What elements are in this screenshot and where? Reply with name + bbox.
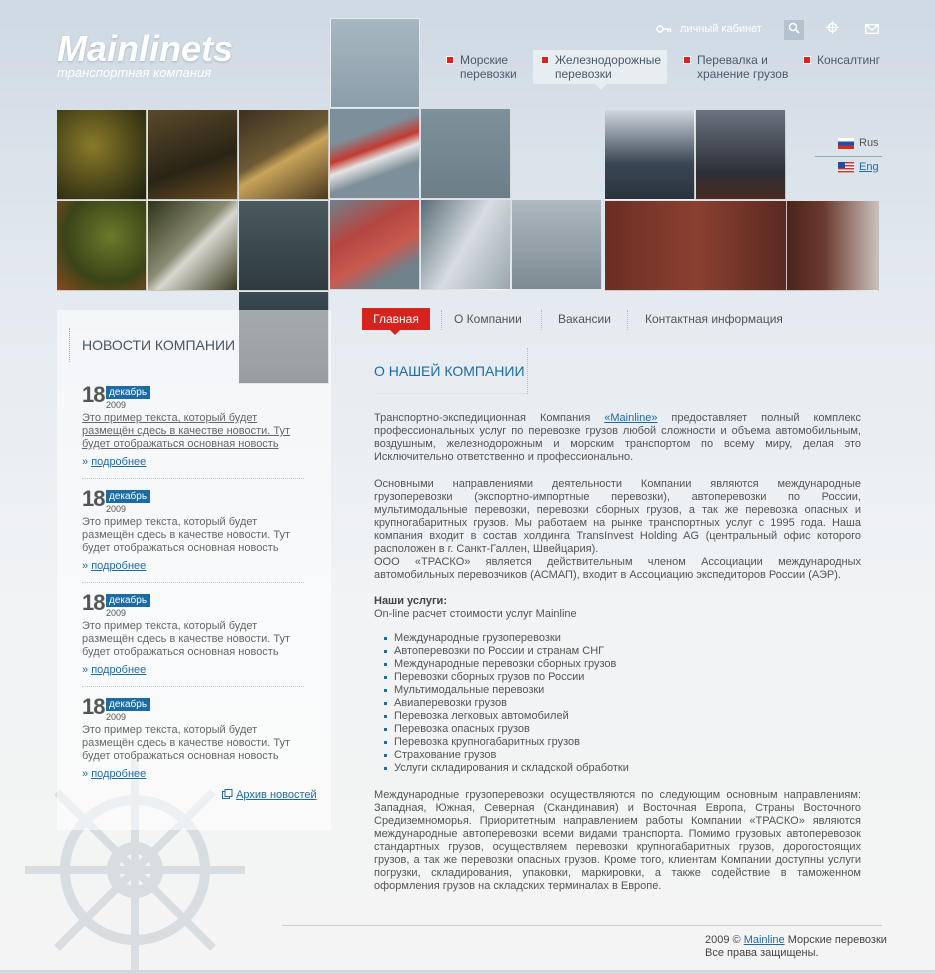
services-online-calc: On-line расчет стоимости услуг Mainline [374,608,577,620]
top-nav-label: Консалтинг [817,53,881,67]
news-more-link[interactable]: » подробнее [82,456,147,468]
top-nav-label: Перевалка и [697,53,768,67]
cabinet-link[interactable]: личный кабинет [680,23,762,35]
lang-eng-label: Eng [859,161,879,173]
content-title: О НАШЕЙ КОМПАНИИ [374,363,525,379]
mainline-link[interactable]: «Mainline» [604,412,658,424]
news-year: 2009 [106,504,127,514]
list-item: Перевозка крупногабаритных грузов [384,736,629,749]
content-title-divider [527,348,529,394]
news-month: декабрь [106,594,150,607]
news-day: 18 [82,694,105,719]
news-text[interactable]: Это пример текста, который будет размещён сдесь в качестве новости. Тут будет отображаться основная новость [82,412,291,450]
news-month: декабрь [106,490,150,503]
menu-divider [441,310,443,330]
list-item: Перевозки сборных грузов по России [384,671,629,684]
news-more-link[interactable]: » подробнее [82,560,147,572]
news-text: Это пример текста, который будет размещён сдесь в качестве новости. Тут будет отображаться основная новость [82,620,291,658]
footer-copyright [705,934,887,960]
content-paragraph-4: Международные грузоперевозки осуществляются по следующим основным направлениям: Западная, Южная, Северная (Скандинавия) и Восточная Европа, Страны Восточного Средиземноморья. Приоритетным направлением работы Компании «ТРАСКО» являются международные автоперевозки всеми видами транспорта. Помимо грузовых автоперевозок стандартных грузов, осуществляем перевозки крупногабаритных грузов, дорогостоящих грузов, а так же перевозки опасных грузов. Кроме того, клиентам Компании доступны услуги погрузки, складирования, упаковки, маркировки, а также содействие в таможенном оформления грузов на складских терминалах в Европе. [374,789,861,892]
content-paragraph-3: ООО «ТРАСКО» является действительным членом Ассоциации международных автомобильных перевозчиков (АСМАП), входит в Ассоциацию экспедиторов России (АЭР). [374,556,861,581]
news-more-link[interactable]: » подробнее [82,664,147,676]
list-item: Перевозка легковых автомобилей [384,710,629,723]
news-more-link[interactable]: » подробнее [82,768,147,780]
news-month: декабрь [106,698,150,711]
services-list [384,632,629,775]
footer-tagline: Морские перевозки [787,934,887,946]
logo[interactable]: Mainlinets [57,28,234,69]
content-paragraph-1 [374,412,861,464]
menu-vacancies[interactable]: Вакансии [558,312,611,326]
menu-contacts[interactable]: Контактная информация [645,312,783,326]
news-text: Это пример текста, который будет размещён сдесь в качестве новости. Тут будет отображаться основная новость [82,516,291,554]
menu-divider [541,310,543,330]
news-day: 18 [82,590,105,615]
list-item: Международные перевозки сборных грузов [384,658,629,671]
top-nav-label: Железнодорожные [555,53,662,67]
archive-icon [222,789,233,802]
menu-divider [627,310,629,330]
news-divider [82,686,304,688]
footer-rights: Все права защищены. [705,947,819,959]
menu-home[interactable]: Главная [362,308,430,330]
paragraph-text: Транспортно-экспедиционная Компания [374,412,605,424]
lang-rus[interactable] [838,138,883,150]
news-year: 2009 [106,400,127,410]
news-more-label: подробнее [91,456,147,468]
news-divider [82,582,304,584]
top-nav-label: Морские [460,53,509,67]
news-more-label: подробнее [91,560,147,572]
news-year: 2009 [106,608,127,618]
news-divider [82,478,304,480]
news-archive-label: Архив новостей [236,789,317,801]
menu-active-pointer [390,330,400,335]
lang-rus-label: Rus [859,137,879,149]
news-year: 2009 [106,712,127,722]
content-title-underline [374,393,527,395]
list-item: Страхование грузов [384,749,629,762]
list-item: Мультимодальные перевозки [384,684,629,697]
news-more-label: подробнее [91,768,147,780]
news-day: 18 [82,382,105,407]
footer-mainline-link[interactable]: Mainline [743,934,785,946]
services-heading: Наши услуги: [374,595,447,607]
lang-sep [815,156,882,157]
footer-divider [282,925,882,927]
top-nav-label: перевозки [555,67,612,81]
top-nav-label: перевозки [460,67,517,81]
menu-company[interactable]: О Компании [454,312,522,326]
content-paragraph-2: Основными направлениями деятельности Компании являются международные грузоперевозки (экспортно-импортные перевозки), автоперевозки по России, мультимодальные перевозки, перевозки сборных грузов, а так же перевозка опасных и крупногабаритных грузов. Мы работаем на рынке транспортных услуг с 1995 года. Наша компания входит в состав холдинга TransInvest Holding AG (центральный офис которого расположен в г. Санкт-Галлен, Швейцария). [374,478,861,555]
news-archive-link[interactable] [222,789,317,802]
list-item: Автоперевозки по России и странам СНГ [384,645,629,658]
news-text: Это пример текста, который будет размещён сдесь в качестве новости. Тут будет отображаться основная новость [82,724,291,762]
news-title: НОВОСТИ КОМПАНИИ [82,337,236,353]
logo-slogan: транспортная компания [57,65,212,80]
list-item: Международные грузоперевозки [384,632,629,645]
list-item: Авиаперевозки грузов [384,697,629,710]
news-day: 18 [82,486,105,511]
news-title-divider [69,328,71,362]
paragraph-text: предоставляет полный комплекс профессиональных услуг по перевозке грузов любой сложности и объема автомобильным, воздушным, железнодорожным и морским транспортом по всему миру, делая это Исключительно ответственно и профессионально. [374,412,861,463]
footer-year: 2009 © [705,934,741,946]
lang-eng[interactable] [838,162,883,174]
top-nav-label: хранение грузов [697,67,789,81]
news-more-label: подробнее [91,664,147,676]
list-item: Перевозка опасных грузов [384,723,629,736]
news-month: декабрь [106,386,150,399]
list-item: Услуги складирования и складской обработки [384,762,629,775]
russia-flag-icon [838,138,854,149]
